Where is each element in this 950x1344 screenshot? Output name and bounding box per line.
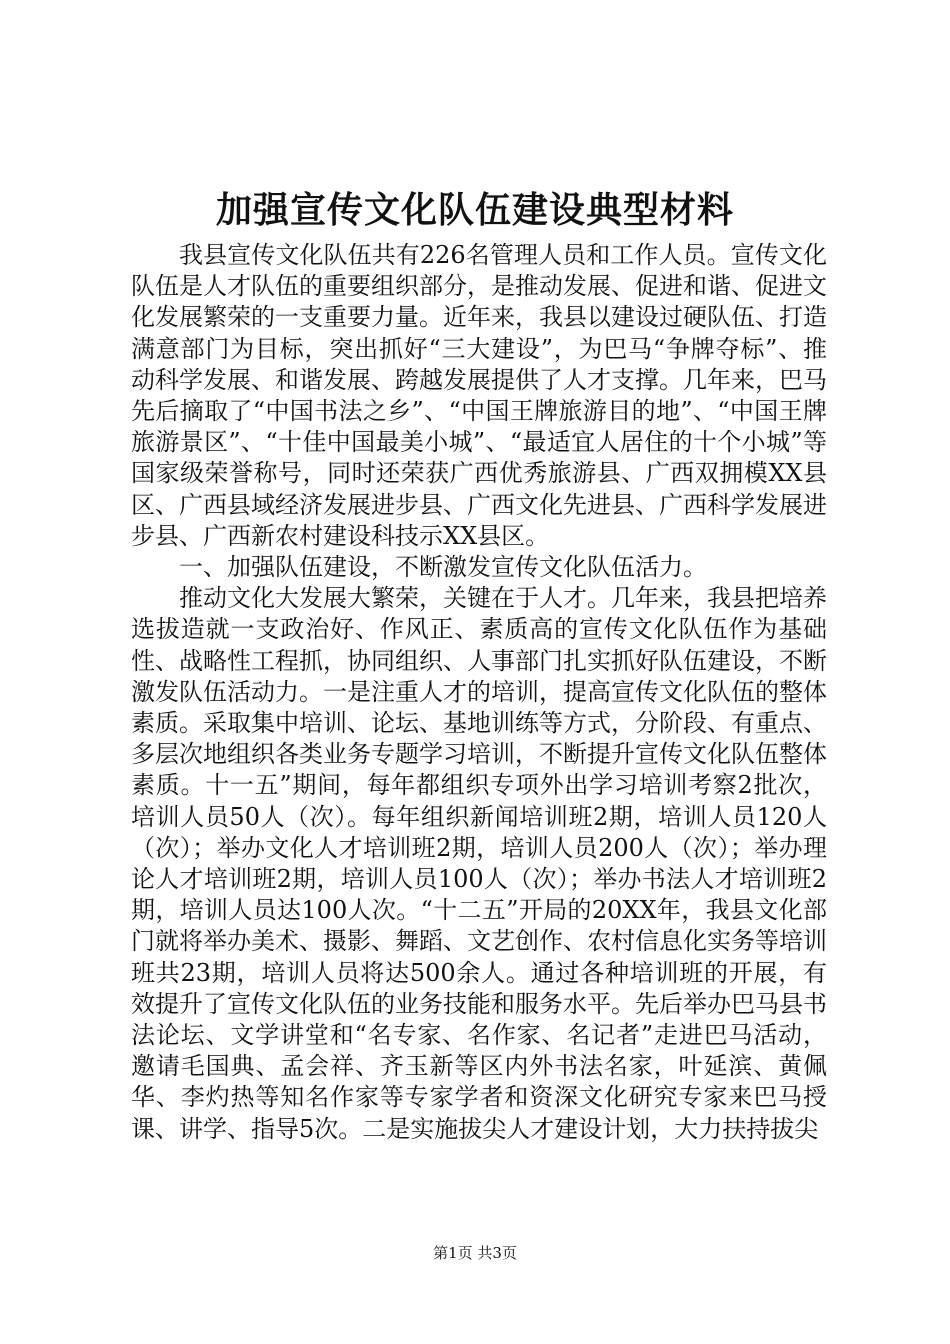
section-heading-1: 一、加强队伍建设，不断激发宣传文化队伍活力。 bbox=[179, 553, 707, 582]
paragraph-intro: 我县宣传文化队伍共有226名管理人员和工作人员。宣传文化队伍是人才队伍的重要组织部分，是推动发展、促进和谐、促进文化发展繁荣的一支重要力量。近年来，我县以建设过硬队伍、打造满意部门为目标，突出抓好“三大建设”，为巴马“争牌夺标”、推动科学发展、和谐发展、跨越发展提供了人才支撑。几年来，巴马先后摘取了“中国书法之乡”、“中国王牌旅游目的地”、“中国王牌旅游景区”、“十佳中国最美小城”、“最适宜人居住的十个小城”等国家级荣誉称号，同时还荣获广西优秀旅游县、广西双拥模XX县区、广西县域经济发展进步县、广西文化先进县、广西科学发展进步县、广西新农村建设科技示XX县区。 bbox=[131, 241, 827, 550]
page-footer: 第1页 共3页 bbox=[433, 1244, 517, 1262]
document-body bbox=[131, 240, 827, 1145]
paragraph-section-1: 推动文化大发展大繁荣，关键在于人才。几年来，我县把培养选拔造就一支政治好、作风正、素质高的宣传文化队伍作为基础性、战略性工程抓，协同组织、人事部门扎实抓好队伍建设，不断激发队伍活动力。一是注重人才的培训，提高宣传文化队伍的整体素质。采取集中培训、论坛、基地训练等方式，分阶段、有重点、多层次地组织各类业务专题学习培训，不断提升宣传文化队伍整体素质。十一五”期间，每年都组织专项外出学习培训考察2批次，培训人员50人（次）。每年组织新闻培训班2期，培训人员120人（次）；举办文化人才培训班2期，培训人员200人（次）；举办理论人才培训班2期，培训人员100人（次）；举办书法人才培训班2期，培训人员达100人次。“十二五”开局的20XX年，我县文化部门就将举办美术、摄影、舞蹈、文艺创作、农村信息化实务等培训班共23期，培训人员将达500余人。通过各种培训班的开展，有效提升了宣传文化队伍的业务技能和服务水平。先后举办巴马县书法论坛、文学讲堂和“名专家、名作家、名记者”走进巴马活动，邀请毛国典、孟会祥、齐玉新等区内外书法名家，叶延滨、黄佩华、李灼热等知名作家等专家学者和资深文化研究专家来巴马授课、讲学、指导5次。二是实施拔尖人才建设计划，大力扶持拔尖 bbox=[131, 584, 827, 1143]
document-title: 加强宣传文化队伍建设典型材料 bbox=[215, 189, 734, 231]
